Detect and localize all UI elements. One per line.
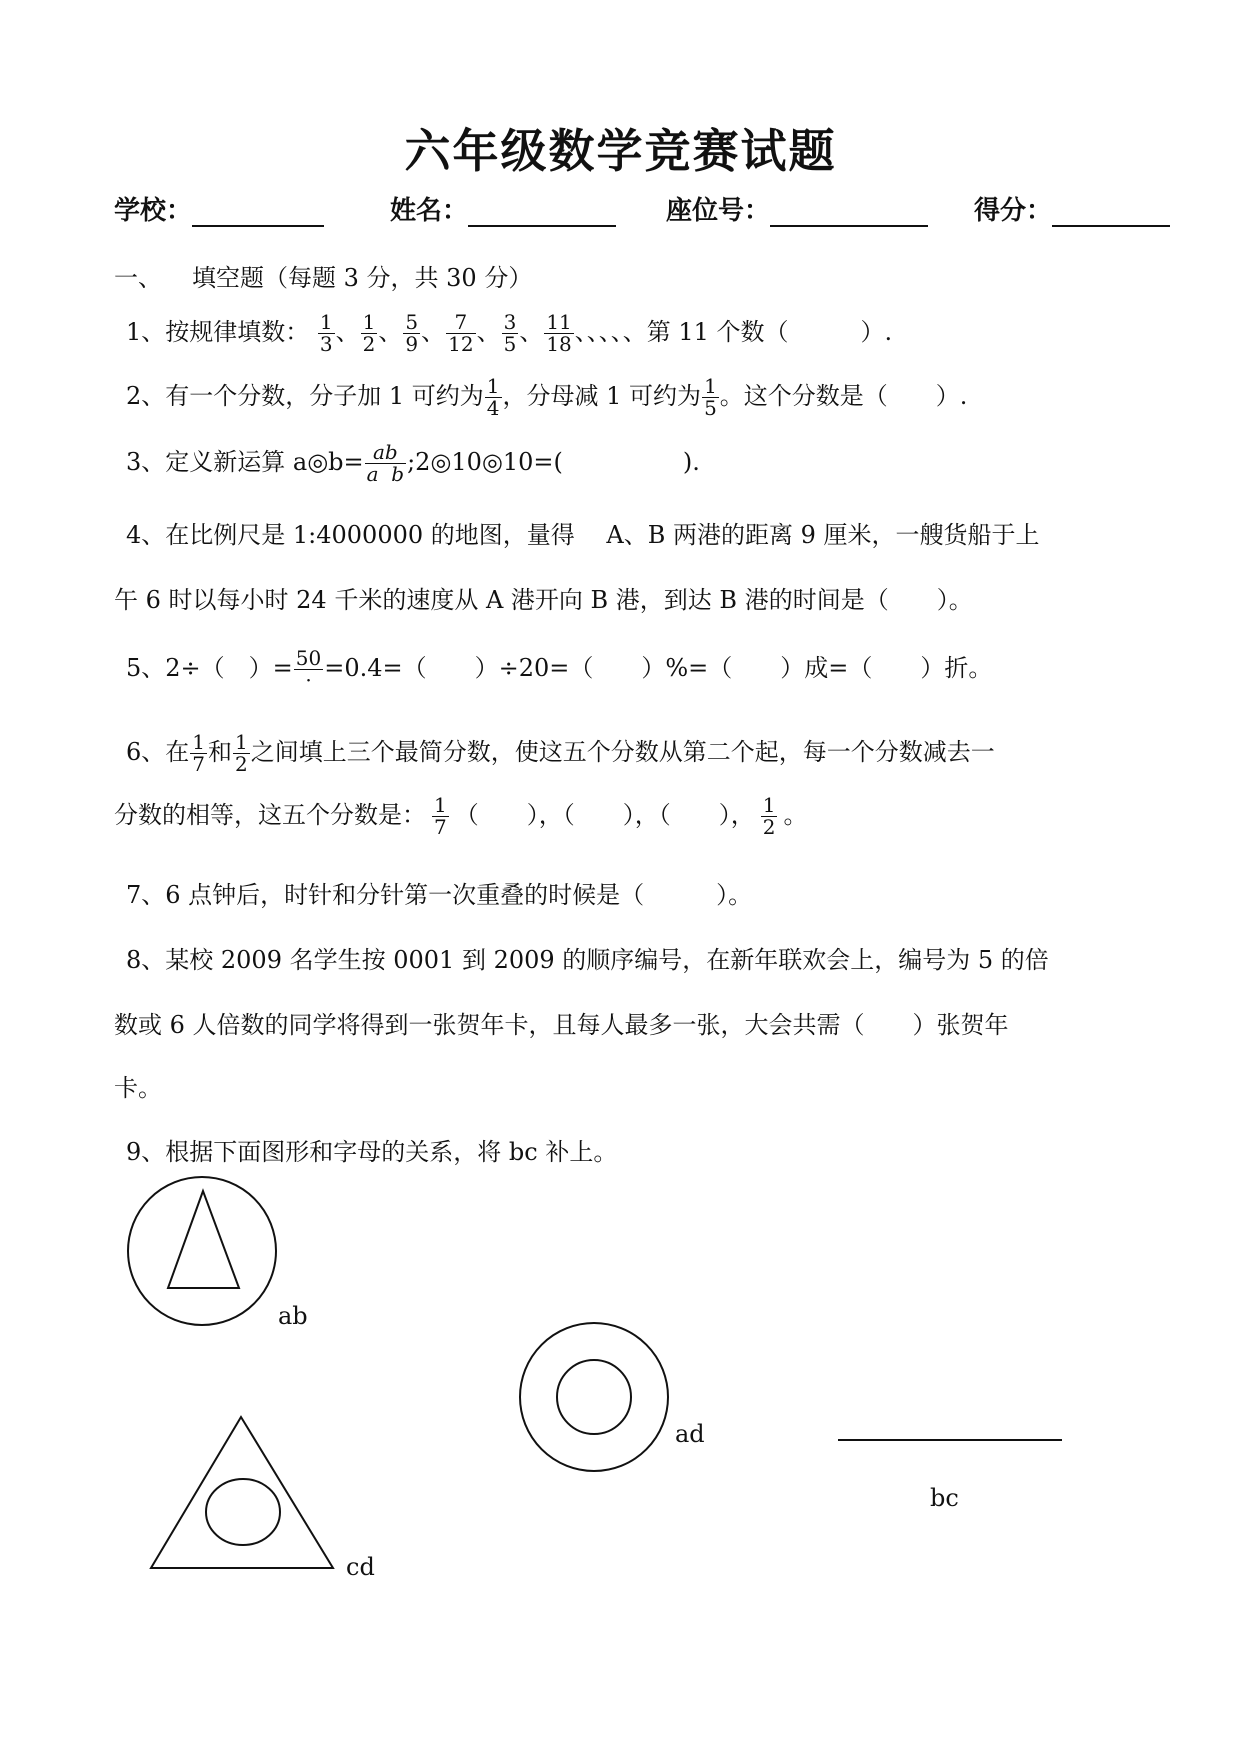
score-label: 得分： [974, 196, 1053, 226]
question-9: 9、根据下面图形和字母的关系，将 bc 补上。 [126, 1138, 618, 1166]
figure-ad-inner-circle [557, 1360, 631, 1434]
question-1: 1、按规律填数： $\frac{1}{3}$ 、 $\frac{1}{2}$ 、 $\frac{5}{9}$ 、 $\frac{7}{12}$ 、 $\frac{3}{5}$ 、 $\frac{11}{18}$ 、、、、、第 11 个数（ ）. [126, 310, 893, 356]
seat-label: 座位号： [666, 196, 771, 226]
question-6-line-1: 6、在 $\frac{1}{7}$ 和 $\frac{1}{2}$ 之间填上三个最简分数，使这五个分数从第二个起，每一个分数减去一 [126, 730, 995, 776]
name-label: 姓名： [390, 196, 469, 226]
q1-fraction: $\frac{5}{9}$ [405, 310, 419, 356]
figure-label-ab: ab [278, 1302, 308, 1330]
q1-fraction: $\frac{11}{18}$ [546, 310, 572, 356]
q6-fraction-4: $\frac{1}{2}$ [762, 793, 776, 839]
question-4-line-2: 午 6 时以每小时 24 千米的速度从 A 港开向 B 港，到达 B 港的时间是（ ）。 [114, 586, 973, 614]
question-8-line-1: 8、某校 2009 名学生按 0001 到 2009 的顺序编号，在新年联欢会上，编号为 5 的倍 [126, 946, 1049, 974]
question-4-line-1: 4、在比例尺是 1:4000000 的地图，量得 A、B 两港的距离 9 厘米，一艘货船于上 [126, 521, 1040, 549]
section-title: 填空题（每题 3 分，共 30 分） [192, 264, 533, 292]
q6-fraction-2: $\frac{1}{2}$ [235, 730, 248, 776]
figure-label-cd: cd [346, 1553, 375, 1581]
question-8-line-2: 数或 6 人倍数的同学将得到一张贺年卡，且每人最多一张，大会共需（ ）张贺年 [114, 1011, 1009, 1039]
q6-fraction-1: $\frac{1}{7}$ [192, 730, 206, 776]
q1-fraction: $\frac{1}{3}$ [319, 310, 333, 356]
q1-suffix: 、、、、、第 11 个数（ ）. [574, 318, 893, 346]
figure-label-bc: bc [930, 1484, 959, 1512]
figure-cd-ellipse [206, 1479, 280, 1545]
q1-fraction: $\frac{1}{2}$ [362, 310, 376, 356]
school-label: 学校： [114, 196, 193, 226]
section-number: 一、 [114, 264, 162, 292]
q2-fraction-2: $\frac{1}{5}$ [704, 374, 717, 420]
q6-fraction-3: $\frac{1}{7}$ [434, 793, 447, 839]
q5-fraction: $\frac{50}{\cdot}$ [295, 646, 322, 692]
question-5: 5、2÷（ ）= $\frac{50}{\cdot}$ =0.4=（ ）÷20=（ ）%=（ ）成=（ ）折。 [126, 646, 993, 692]
q1-fraction: $\frac{3}{5}$ [503, 310, 517, 356]
question-7: 7、6 点钟后，时针和分针第一次重叠的时候是（ ）。 [126, 881, 753, 909]
page-title: 六年级数学竞赛试题 [404, 124, 837, 178]
q2-fraction-1: $\frac{1}{4}$ [486, 374, 500, 420]
figure-label-ad: ad [675, 1420, 705, 1448]
figure-ad-outer-circle [520, 1323, 668, 1471]
figure-ab-circle [128, 1177, 276, 1325]
question-2: 2、有一个分数，分子加 1 可约为 $\frac{1}{4}$ ，分母减 1 可约为 $\frac{1}{5}$ 。这个分数是（ ）. [126, 374, 968, 420]
q3-fraction: $\frac{ab}{\text{a b}}$ [366, 440, 405, 486]
q1-prefix: 1、按规律填数： [126, 318, 310, 346]
q1-fraction: $\frac{7}{12}$ [448, 310, 474, 356]
question-3: 3、定义新运算 a◎b= $\frac{ab}{\text{a b}}$ ;2◎10◎10=( ). [126, 440, 700, 486]
figure-ab-triangle [168, 1191, 239, 1288]
question-8-line-3: 卡。 [114, 1074, 162, 1102]
question-6-line-2: 分数的相等，这五个分数是： $\frac{1}{7}$ （ ），（ ），（ ）， $\frac{1}{2}$ 。 [114, 793, 808, 839]
